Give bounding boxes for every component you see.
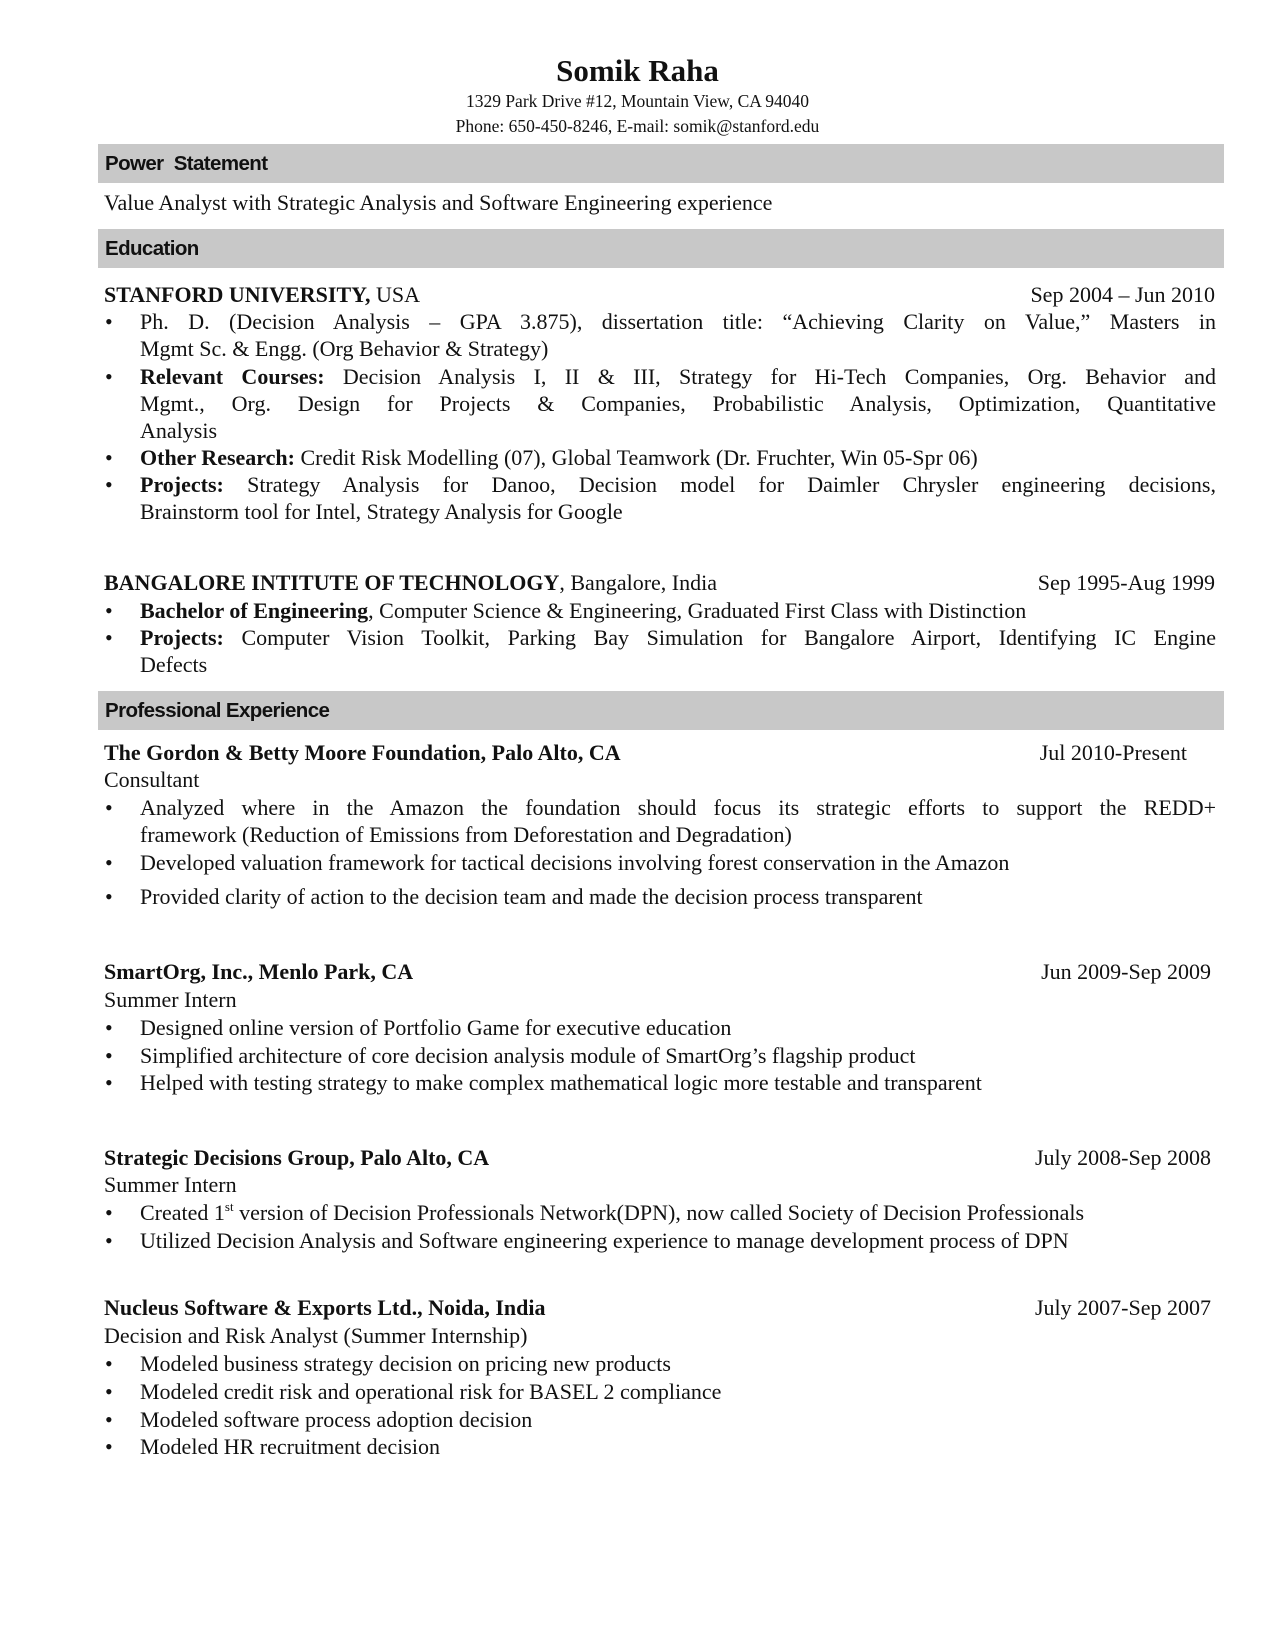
school-dates: Sep 1995-Aug 1999 xyxy=(1037,570,1215,595)
list-item: Analyzed where in the Amazon the foundation should focus its strategic efforts to support the REDD+ xyxy=(140,795,1216,820)
job-dates: July 2008-Sep 2008 xyxy=(1035,1145,1211,1170)
job-dates: Jun 2009-Sep 2009 xyxy=(1041,959,1211,984)
list-item: Ph. D. (Decision Analysis – GPA 3.875), dissertation title: “Achieving Clarity on Value,” Masters in xyxy=(140,309,1216,334)
bullet-icon: • xyxy=(105,1379,113,1404)
list-item: Provided clarity of action to the decision team and made the decision process transparent xyxy=(140,884,923,909)
school-location: USA xyxy=(370,282,421,307)
list-item-continuation: framework (Reduction of Emissions from Deforestation and Degradation) xyxy=(140,822,792,847)
bullet-icon: • xyxy=(105,1434,113,1459)
job-role: Summer Intern xyxy=(104,1172,237,1197)
job-company: Strategic Decisions Group, Palo Alto, CA xyxy=(104,1145,490,1170)
bullet-icon: • xyxy=(105,1043,113,1068)
job-company: SmartOrg, Inc., Menlo Park, CA xyxy=(104,959,414,984)
school-name: STANFORD UNIVERSITY, xyxy=(104,282,371,307)
section-title: Education xyxy=(105,237,199,260)
list-item: Developed valuation framework for tactical decisions involving forest conservation in the Amazon xyxy=(140,850,1010,875)
school-location: , Bangalore, India xyxy=(559,570,717,595)
address: 1329 Park Drive #12, Mountain View, CA 94040 xyxy=(465,91,810,111)
list-item-continuation: Brainstorm tool for Intel, Strategy Analysis for Google xyxy=(140,499,623,524)
list-item-continuation: Mgmt., Org. Design for Projects & Companies, Probabilistic Analysis, Optimization, Quantitative xyxy=(140,391,1216,416)
list-item: Projects: Computer Vision Toolkit, Parking Bay Simulation for Bangalore Airport, Identifying IC Engine xyxy=(140,625,1216,650)
list-item: Modeled credit risk and operational risk for BASEL 2 compliance xyxy=(140,1379,722,1404)
section-title: Power Statement xyxy=(105,152,268,175)
list-item-continuation: Analysis xyxy=(140,418,217,443)
job-company: The Gordon & Betty Moore Foundation, Palo Alto, CA xyxy=(104,740,621,765)
bullet-icon: • xyxy=(105,1407,113,1432)
list-item: Created 1st version of Decision Professionals Network(DPN), now called Society of Decision Professionals xyxy=(140,1199,1085,1225)
job-dates: July 2007-Sep 2007 xyxy=(1035,1295,1211,1320)
school-name: BANGALORE INTITUTE OF TECHNOLOGY xyxy=(104,570,560,595)
power-statement-text: Value Analyst with Strategic Analysis and Software Engineering experience xyxy=(104,190,773,215)
bullet-icon: • xyxy=(105,1070,113,1095)
section-bar-power-statement xyxy=(98,144,1224,183)
contact-info: Phone: 650-450-8246, E-mail: somik@stanford.edu xyxy=(455,116,820,136)
school-heading xyxy=(104,569,717,597)
school-heading xyxy=(104,281,420,309)
job-dates: Jul 2010-Present xyxy=(1039,740,1187,765)
list-item-continuation: Defects xyxy=(140,652,208,677)
bullet-icon: • xyxy=(105,598,113,623)
list-item: Other Research: Credit Risk Modelling (07), Global Teamwork (Dr. Fruchter, Win 05-Spr 06) xyxy=(140,445,978,470)
bullet-icon: • xyxy=(105,445,113,470)
list-item: Modeled HR recruitment decision xyxy=(140,1434,440,1459)
bullet-icon: • xyxy=(105,850,113,875)
job-role: Decision and Risk Analyst (Summer Internship) xyxy=(104,1323,528,1348)
bullet-icon: • xyxy=(105,1228,113,1253)
list-item: Relevant Courses: Decision Analysis I, II & III, Strategy for Hi-Tech Companies, Org. Behavior and xyxy=(140,364,1216,389)
bullet-icon: • xyxy=(105,795,113,820)
list-item: Modeled business strategy decision on pricing new products xyxy=(140,1351,671,1376)
job-role: Summer Intern xyxy=(104,987,237,1012)
bullet-icon: • xyxy=(105,884,113,909)
list-item: Projects: Strategy Analysis for Danoo, Decision model for Daimler Chrysler engineering decisions, xyxy=(140,472,1216,497)
bullet-icon: • xyxy=(105,309,113,334)
section-title: Professional Experience xyxy=(105,699,330,722)
bullet-icon: • xyxy=(105,364,113,389)
list-item: Simplified architecture of core decision analysis module of SmartOrg’s flagship product xyxy=(140,1043,916,1068)
school-dates: Sep 2004 – Jun 2010 xyxy=(1030,282,1215,307)
list-item: Utilized Decision Analysis and Software engineering experience to manage development process of DPN xyxy=(140,1228,1069,1253)
bullet-icon: • xyxy=(105,1200,113,1225)
job-role: Consultant xyxy=(104,767,200,792)
section-bar-professional-experience xyxy=(98,691,1224,730)
list-item-continuation: Mgmt Sc. & Engg. (Org Behavior & Strategy) xyxy=(140,336,549,361)
list-item: Modeled software process adoption decision xyxy=(140,1407,533,1432)
bullet-icon: • xyxy=(105,1015,113,1040)
list-item: Designed online version of Portfolio Game for executive education xyxy=(140,1015,732,1040)
candidate-name: Somik Raha xyxy=(556,53,719,88)
section-bar-education xyxy=(98,229,1224,268)
bullet-icon: • xyxy=(105,625,113,650)
bullet-icon: • xyxy=(105,472,113,497)
list-item: Bachelor of Engineering, Computer Science & Engineering, Graduated First Class with Distinction xyxy=(140,598,1027,623)
list-item: Helped with testing strategy to make complex mathematical logic more testable and transparent xyxy=(140,1070,982,1095)
job-company: Nucleus Software & Exports Ltd., Noida, India xyxy=(104,1295,546,1320)
bullet-icon: • xyxy=(105,1351,113,1376)
